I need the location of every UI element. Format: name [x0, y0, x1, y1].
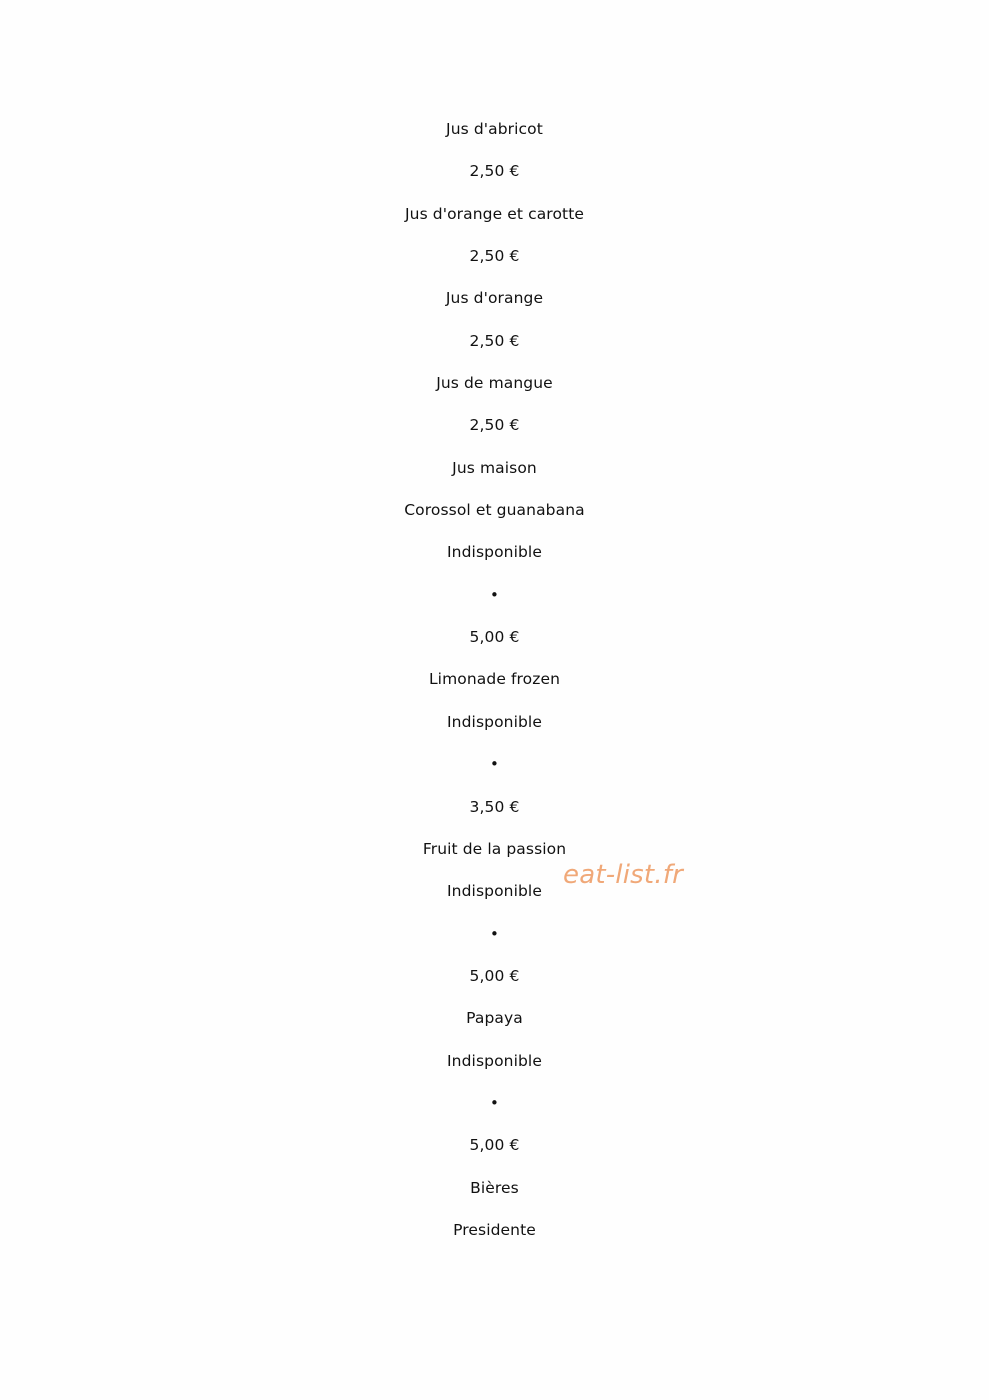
menu-item-name: Papaya [466, 1009, 523, 1028]
watermark: eat-list.fr [563, 860, 683, 890]
menu-item-name: Corossol et guanabana [404, 501, 585, 520]
availability-status: Indisponible [447, 1051, 542, 1070]
bullet-separator: • [490, 585, 499, 604]
menu-item-name: Jus d'abricot [446, 120, 543, 138]
menu-item-name: Presidente [453, 1220, 536, 1239]
menu-item-name: Limonade frozen [428, 670, 561, 689]
menu-item-price: 2,50 € [469, 162, 520, 181]
menu-item-name: Jus d'orange et carotte [404, 204, 585, 223]
menu-item-price: 2,50 € [469, 416, 520, 435]
menu-item-name: Jus d'orange [445, 289, 544, 308]
menu-item-price: 2,50 € [469, 331, 520, 350]
menu-section-title: Bières [470, 1178, 519, 1197]
menu-list [0, 116, 989, 1259]
bullet-separator: • [490, 924, 499, 943]
availability-status: Indisponible [447, 712, 542, 731]
menu-item-price: 5,00 € [469, 1136, 520, 1155]
menu-item-name: Fruit de la passion [422, 839, 567, 858]
menu-item-name: Jus de mangue [436, 374, 553, 393]
menu-item-price: 5,00 € [469, 966, 520, 985]
menu-item-price: 2,50 € [469, 247, 520, 266]
bullet-separator: • [490, 755, 499, 774]
menu-section-title: Jus maison [452, 458, 537, 477]
availability-status: Indisponible [447, 882, 542, 901]
menu-item-price: 3,50 € [469, 797, 520, 816]
bullet-separator: • [490, 1093, 499, 1112]
availability-status: Indisponible [447, 543, 542, 562]
menu-item-price: 5,00 € [469, 628, 520, 647]
